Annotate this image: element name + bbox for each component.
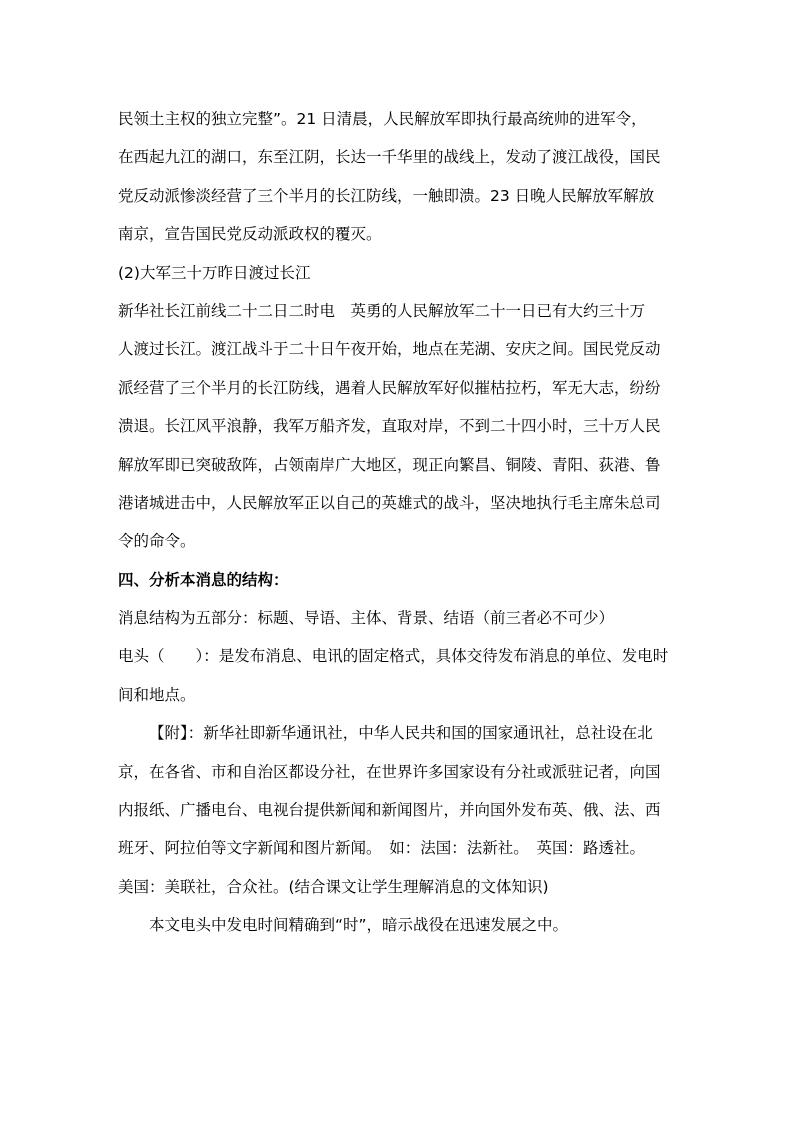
text-line: 消息结构为五部分：标题、导语、主体、背景、结语（前三者必不可少） <box>118 609 615 628</box>
text-line: 在西起九江的湖口，东至江阴，长达一千华里的战线上，发动了渡江战役，国民 <box>118 148 661 167</box>
text-line: 党反动派惨淡经营了三个半月的长江防线，一触即溃。23 日晚人民解放军解放 <box>118 186 655 205</box>
text-line: 京，在各省、市和自治区都设分社，在世界许多国家设有分社或派驻记者，向国 <box>118 762 661 781</box>
text-line: 四、分析本消息的结构： <box>118 570 289 589</box>
text-line: 新华社长江前线二十二日二时电 英勇的人民解放军二十一日已有大约三十万 <box>118 301 646 320</box>
text-line: 令的命令。 <box>118 532 196 551</box>
news-headline <box>118 254 678 292</box>
text-line: 民领土主权的独立完整”。21 日清晨，人民解放军即执行最高统帅的进军令， <box>118 110 647 128</box>
text-line: 解放军即已突破敌阵，占领南岸广大地区，现正向繁昌、铜陵、青阳、荻港、鲁 <box>118 455 661 474</box>
text-line: 溃退。长江风平浪静，我军万船齐发，直取对岸，不到二十四小时，三十万人民 <box>118 417 661 436</box>
text-line: 本文电头中发电时间精确到“时”，暗示战役在迅速发展之中。 <box>149 916 569 935</box>
text-line: 派经营了三个半月的长江防线，遇着人民解放军好似摧枯拉朽，军无大志，纷纷 <box>118 378 661 397</box>
text-line: 【附】：新华社即新华通讯社，中华人民共和国的国家通讯社，总社设在北 <box>149 724 653 743</box>
text-line: 内报纸、广播电台、电视台提供新闻和新闻图片，并向国外发布英、俄、法、西 <box>118 801 661 820</box>
text-line: 间和地点。 <box>118 685 196 704</box>
section-heading <box>118 561 678 599</box>
text-line: 班牙、阿拉伯等文字新闻和图片新闻。 如：法国：法新社。 英国：路透社。 <box>118 839 646 858</box>
paragraph-structure <box>118 599 678 637</box>
paragraph-battle-summary <box>118 100 678 254</box>
text-line: 港诸城进击中，人民解放军正以自己的英雄式的战斗，坚决地执行毛主席朱总司 <box>118 493 661 512</box>
text-line: 电头（ ）：是发布消息、电讯的固定格式，具体交待发布消息的单位、发电时 <box>118 647 669 666</box>
paragraph-news-body <box>118 292 678 561</box>
paragraph-appendix <box>118 714 678 906</box>
text-line: 人渡过长江。渡江战斗于二十日午夜开始，地点在芜湖、安庆之间。国民党反动 <box>118 340 661 359</box>
text-line: 美国：美联社，合众社。(结合课文让学生理解消息的文体知识) <box>118 877 549 896</box>
paragraph-dateline <box>118 637 678 714</box>
document-page <box>118 100 678 945</box>
text-line: (2)大军三十万昨日渡过长江 <box>118 263 311 282</box>
paragraph-conclusion <box>118 906 678 944</box>
text-line: 南京，宣告国民党反动派政权的覆灭。 <box>118 225 382 244</box>
